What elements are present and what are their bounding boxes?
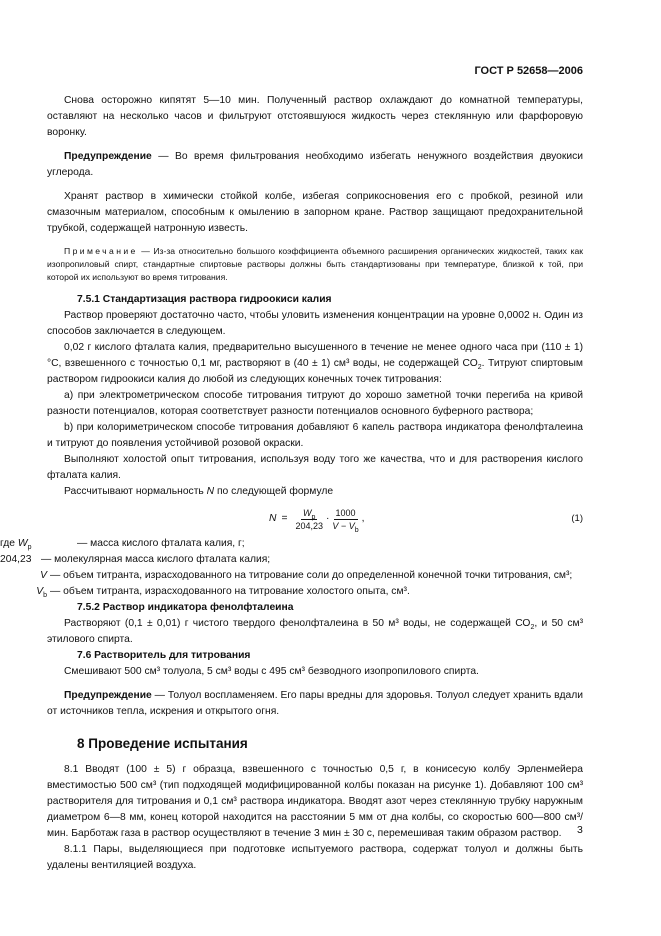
section-heading-7-5-2: 7.5.2 Раствор индикатора фенолфталеина <box>77 602 294 613</box>
definition-row: $V_b$ — объем титранта, израсходованного на титрование холостого опыта, см³. <box>36 586 410 600</box>
definition-row: где $W_p$ — масса кислого фталата калия, г; <box>0 538 245 552</box>
paragraph: Растворяют (0,1 ± 0,01) г чистого твердого фенолфталеина в 50 м³ воды, не содержащей $СО_2$, и 50 см³ этилового спирта. <box>47 618 583 645</box>
list-item-b: b) при колориметрическом способе титрования добавляют 6 капель раствора индикатора фенолфталеина и титруют до появления устойчивой розовой окраски. <box>47 422 583 449</box>
definition-row: V — объем титранта, израсходованного на титрование соли до определенной конечной точки титрования, см³; <box>40 570 573 581</box>
warning-text: — Толуол воспламеняем. Его пары вредны для здоровья. Толуол следует хранить вдали от источников тепла, искрения и открытого огня. <box>47 690 583 717</box>
paragraph: 0,02 г кислого фталата калия, предварительно высушенного в течение не менее одного часа при (110 ± 1) °С, взвешенного с точностью 0,1 мг, растворяют в (40 ± 1) см³ воды, не содержащей $СО_2$. Титруют спиртовым раствором гидроокиси калия до любой из следующих конечных точек титрования: <box>47 342 583 385</box>
section-heading-7-5-1: 7.5.1 Стандартизация раствора гидроокиси калия <box>77 294 332 305</box>
list-item-a: а) при электрометрическом способе титрования титруют до хорошо заметной точки перегиба на кривой разности потенциалов, которая соответствует разности потенциалов основного буферного раствора; <box>47 390 583 417</box>
paragraph: 8.1 Вводят (100 ± 5) г образца, взвешенного с точностью 0,5 г, в конисесую колбу Эрленмейера вместимостью 500 см³ (тип подходящей модифицированной колбы показан на рисунке 1). Добавляют 100 см³ растворителя для титрования и 0,1 см³ раствора индикатора. Вводят азот через стеклянную трубку наружным диаметром 6—8 мм, конец которой находится на расстоянии 5 мм от дна колбы, со скоростью 600—800 см³/ мин. Барботаж газа в раствор осуществляют в течение 3 мин ± 30 с, перемешивая таким образом раствор. <box>47 764 583 839</box>
paragraph: Хранят раствор в химически стойкой колбе, избегая соприкосновения его с пробкой, резиной или смазочным материалом, способным к омылению в запорном кране. Раствор защищают предохранительной трубкой, содержащей натронную известь. <box>47 191 583 234</box>
note-text: — Из-за относительно большого коэффициента объемного расширения органических жидкостей, таких как изопропиловый спирт, стандартные спиртовые растворы должны быть стандартизованы при температуре, близкой к той, при которой их используют во время титрования. <box>47 246 583 282</box>
paragraph: Смешивают 500 см³ толуола, 5 см³ воды с 495 см³ безводного изопропилового спирта. <box>64 666 479 677</box>
note-label: Примечание <box>64 246 138 256</box>
formula-definitions <box>0 536 583 600</box>
warning-text: — Во время фильтрования необходимо избегать ненужного воздействия двуокиси углерода. <box>47 151 583 178</box>
page-number: 3 <box>577 824 583 836</box>
fraction-mass: $\frac{W_p}{204,23}$ <box>295 507 323 531</box>
paragraph: Раствор проверяют достаточно часто, чтобы уловить изменения концентрации на уровне 0,0002 н. Один из способов заключается в следующем. <box>47 310 583 337</box>
warning-paragraph <box>47 149 583 181</box>
standard-header: ГОСТ Р 52658—2006 <box>474 65 583 77</box>
warning-label: Предупреждение <box>64 151 152 162</box>
paragraph: Снова осторожно кипятят 5—10 мин. Полученный раствор охлаждают до комнатной температуры, оставляют на несколько часов и фильтруют отстоявшуюся жидкость через стеклянную или фарфоровую воронку. <box>47 95 583 138</box>
formula-1: N = $\frac{W_p}{204,23}$ · $\frac{1000}{V - V_b}$ , (1) <box>269 507 583 534</box>
note-paragraph <box>47 245 583 284</box>
paragraph: Выполняют холостой опыт титрования, используя воду того же качества, что и для растворения кислого фталата калия. <box>47 454 583 481</box>
fraction-volume: $\frac{1000}{V - V_b}$ <box>332 507 359 534</box>
paragraph: Рассчитывают нормальность N по следующей формуле <box>64 486 334 497</box>
paragraph: 8.1.1 Пары, выделяющиеся при подготовке испытуемого раствора, содержат толуол и должны быть удалены вентиляцией воздуха. <box>47 844 583 871</box>
warning-label: Предупреждение <box>64 690 152 701</box>
page-body <box>0 93 583 874</box>
section-heading-7-6: 7.6 Растворитель для титрования <box>77 650 251 661</box>
formula-number: (1) <box>571 513 583 524</box>
definition-row: 204,23 — молекулярная масса кислого фталата калия; <box>0 554 271 565</box>
section-heading-8: 8 Проведение испытания <box>77 736 248 751</box>
warning-paragraph <box>47 688 583 720</box>
